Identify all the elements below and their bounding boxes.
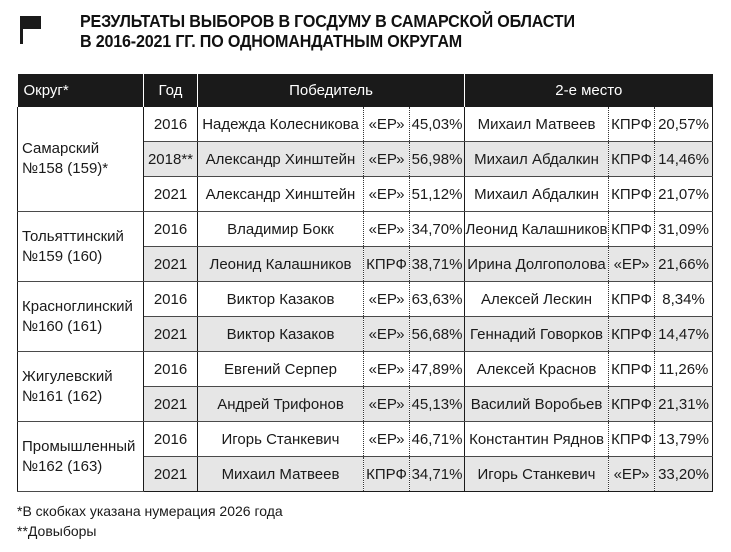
second-party-cell: КПРФ: [609, 387, 655, 422]
winner-name-cell: Александр Хинштейн: [198, 142, 364, 177]
second-party-cell: КПРФ: [609, 317, 655, 352]
second-percent-cell: 14,46%: [655, 142, 713, 177]
winner-percent-cell: 47,89%: [410, 352, 465, 387]
winner-name-cell: Владимир Бокк: [198, 212, 364, 247]
winner-party-cell: «ЕР»: [364, 212, 410, 247]
winner-name-cell: Виктор Казаков: [198, 317, 364, 352]
second-party-cell: КПРФ: [609, 177, 655, 212]
second-name-cell: Михаил Абдалкин: [465, 177, 609, 212]
winner-party-cell: «ЕР»: [364, 177, 410, 212]
winner-percent-cell: 45,13%: [410, 387, 465, 422]
winner-percent-cell: 45,03%: [410, 107, 465, 142]
second-name-cell: Василий Воробьев: [465, 387, 609, 422]
winner-name-cell: Надежда Колесникова: [198, 107, 364, 142]
title-line-2: В 2016-2021 ГГ. ПО ОДНОМАНДАТНЫМ ОКРУГАМ: [80, 31, 463, 51]
flag-icon: [20, 16, 42, 44]
second-party-cell: КПРФ: [609, 142, 655, 177]
year-cell: 2021: [144, 177, 198, 212]
second-percent-cell: 14,47%: [655, 317, 713, 352]
winner-name-cell: Игорь Станкевич: [198, 422, 364, 457]
year-cell: 2021: [144, 457, 198, 492]
winner-percent-cell: 51,12%: [410, 177, 465, 212]
winner-name-cell: Виктор Казаков: [198, 282, 364, 317]
winner-party-cell: «ЕР»: [364, 352, 410, 387]
second-party-cell: КПРФ: [609, 212, 655, 247]
second-party-cell: КПРФ: [609, 422, 655, 457]
title-line-1: РЕЗУЛЬТАТЫ ВЫБОРОВ В ГОСДУМУ В САМАРСКОЙ ОБЛАСТИ: [80, 11, 575, 31]
second-name-cell: Константин Ряднов: [465, 422, 609, 457]
header-second: 2-е место: [465, 74, 713, 107]
second-name-cell: Игорь Станкевич: [465, 457, 609, 492]
table-header-row: [18, 74, 713, 107]
winner-party-cell: «ЕР»: [364, 317, 410, 352]
winner-party-cell: «ЕР»: [364, 282, 410, 317]
year-cell: 2021: [144, 387, 198, 422]
table-row: [18, 352, 713, 387]
winner-name-cell: Михаил Матвеев: [198, 457, 364, 492]
district-name-cell: Красноглинский №160 (161): [18, 282, 144, 352]
table-row: [18, 282, 713, 317]
second-party-cell: «ЕР»: [609, 247, 655, 282]
second-name-cell: Алексей Лескин: [465, 282, 609, 317]
winner-percent-cell: 56,98%: [410, 142, 465, 177]
year-cell: 2016: [144, 422, 198, 457]
district-name-cell: Тольяттинский №159 (160): [18, 212, 144, 282]
winner-percent-cell: 46,71%: [410, 422, 465, 457]
footnotes: [17, 501, 283, 541]
second-name-cell: Ирина Долгополова: [465, 247, 609, 282]
winner-name-cell: Евгений Серпер: [198, 352, 364, 387]
table-row: [18, 212, 713, 247]
year-cell: 2016: [144, 352, 198, 387]
winner-percent-cell: 38,71%: [410, 247, 465, 282]
footnote-numbering: *В скобках указана нумерация 2026 года: [17, 503, 283, 519]
second-percent-cell: 31,09%: [655, 212, 713, 247]
second-percent-cell: 20,57%: [655, 107, 713, 142]
second-percent-cell: 21,66%: [655, 247, 713, 282]
winner-percent-cell: 34,71%: [410, 457, 465, 492]
second-percent-cell: 8,34%: [655, 282, 713, 317]
second-party-cell: «ЕР»: [609, 457, 655, 492]
year-cell: 2016: [144, 212, 198, 247]
page-title: [80, 11, 650, 51]
winner-party-cell: «ЕР»: [364, 422, 410, 457]
year-cell: 2016: [144, 282, 198, 317]
district-name-cell: Промышленный №162 (163): [18, 422, 144, 492]
second-percent-cell: 11,26%: [655, 352, 713, 387]
district-name-cell: Самарский №158 (159)*: [18, 107, 144, 212]
year-cell: 2016: [144, 107, 198, 142]
winner-party-cell: «ЕР»: [364, 107, 410, 142]
winner-percent-cell: 63,63%: [410, 282, 465, 317]
district-name-cell: Жигулевский №161 (162): [18, 352, 144, 422]
footnote-by-election: **Довыборы: [17, 523, 97, 539]
second-percent-cell: 21,07%: [655, 177, 713, 212]
table-row: [18, 422, 713, 457]
winner-party-cell: КПРФ: [364, 457, 410, 492]
winner-name-cell: Александр Хинштейн: [198, 177, 364, 212]
header-winner: Победитель: [198, 74, 465, 107]
second-name-cell: Геннадий Говорков: [465, 317, 609, 352]
second-name-cell: Леонид Калашников: [465, 212, 609, 247]
table-row: [18, 107, 713, 142]
second-party-cell: КПРФ: [609, 352, 655, 387]
winner-party-cell: «ЕР»: [364, 387, 410, 422]
second-name-cell: Михаил Матвеев: [465, 107, 609, 142]
second-party-cell: КПРФ: [609, 282, 655, 317]
year-cell: 2021: [144, 317, 198, 352]
year-cell: 2018**: [144, 142, 198, 177]
winner-party-cell: «ЕР»: [364, 142, 410, 177]
winner-party-cell: КПРФ: [364, 247, 410, 282]
second-percent-cell: 33,20%: [655, 457, 713, 492]
second-percent-cell: 13,79%: [655, 422, 713, 457]
second-percent-cell: 21,31%: [655, 387, 713, 422]
winner-name-cell: Андрей Трифонов: [198, 387, 364, 422]
header-year: Год: [144, 74, 198, 107]
second-name-cell: Алексей Краснов: [465, 352, 609, 387]
year-cell: 2021: [144, 247, 198, 282]
second-party-cell: КПРФ: [609, 107, 655, 142]
second-name-cell: Михаил Абдалкин: [465, 142, 609, 177]
winner-name-cell: Леонид Калашников: [198, 247, 364, 282]
winner-percent-cell: 56,68%: [410, 317, 465, 352]
winner-percent-cell: 34,70%: [410, 212, 465, 247]
header-district: Округ*: [18, 74, 144, 107]
results-table: [17, 74, 713, 492]
